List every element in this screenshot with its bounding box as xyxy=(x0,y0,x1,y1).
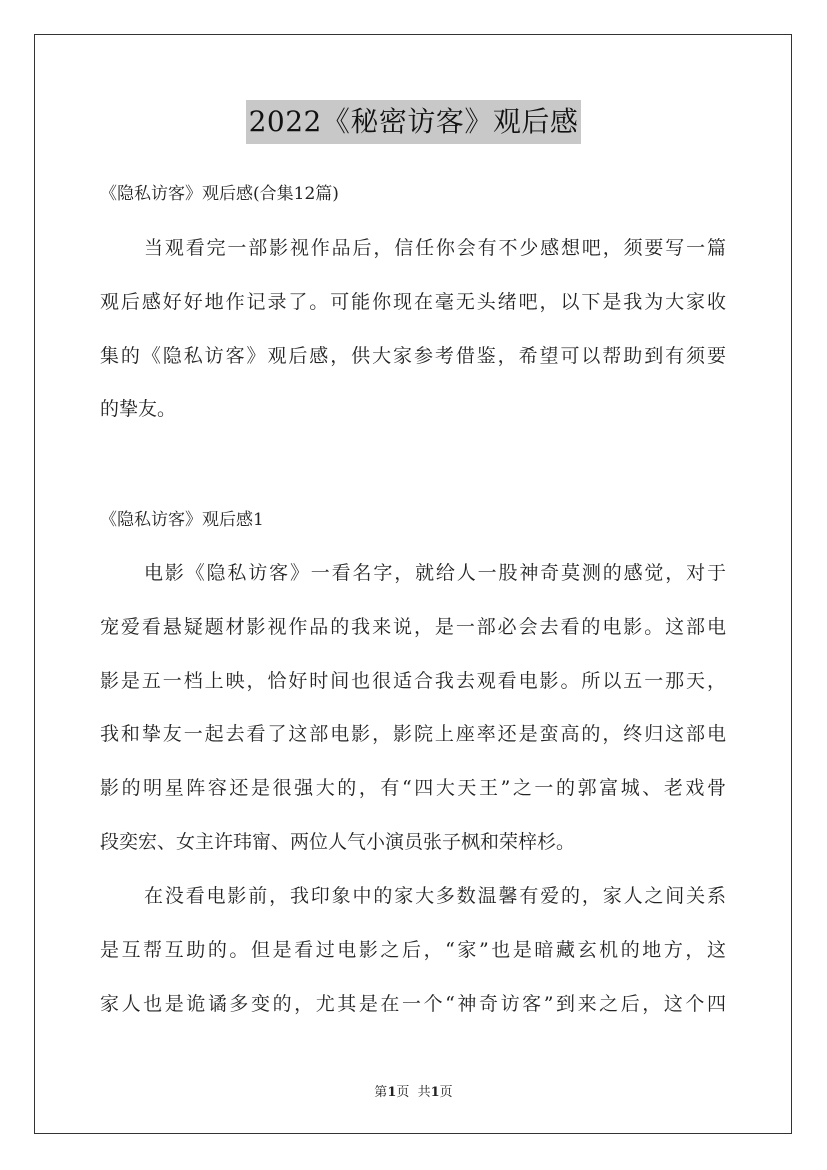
document-subtitle: 《隐私访客》观后感(合集12篇) xyxy=(100,184,339,204)
intro-line: 集的《隐私访客》观后感，供大家参考借鉴，希望可以帮助到有须要 xyxy=(100,345,726,367)
paragraph-line: 宠爱看悬疑题材影视作品的我来说，是一部必会去看的电影。这部电 xyxy=(100,616,726,638)
footer-page-current: 1 xyxy=(387,1085,397,1100)
paragraph-line: 是互帮互助的。但是看过电影之后，“家”也是暗藏玄机的地方，这 xyxy=(100,939,726,961)
paragraph-line: 段奕宏、女主许玮甯、两位人气小演员张子枫和荣梓杉。 xyxy=(100,831,576,853)
document-title: 2022《秘密访客》观后感 xyxy=(246,100,582,144)
footer-page-suffix: 页 xyxy=(439,1085,453,1100)
page-footer xyxy=(0,1084,827,1102)
section-heading: 《隐私访客》观后感1 xyxy=(100,510,264,530)
paragraph-line: 在没看电影前，我印象中的家大多数温馨有爱的，家人之间关系 xyxy=(144,885,726,907)
intro-line: 观后感好好地作记录了。可能你现在毫无头绪吧，以下是我为大家收 xyxy=(100,291,726,313)
footer-page-total: 1 xyxy=(430,1085,440,1100)
paragraph-line: 影是五一档上映，恰好时间也很适合我去观看电影。所以五一那天， xyxy=(100,670,726,692)
paragraph-line: 我和挚友一起去看了这部电影，影院上座率还是蛮高的，终归这部电 xyxy=(100,723,726,745)
intro-line: 当观看完一部影视作品后，信任你会有不少感想吧，须要写一篇 xyxy=(144,237,726,259)
intro-line: 的挚友。 xyxy=(100,398,177,420)
paragraph-line: 影的明星阵容还是很强大的，有“四大天王”之一的郭富城、老戏骨 xyxy=(100,777,726,799)
paragraph-line: 电影《隐私访客》一看名字，就给人一股神奇莫测的感觉，对于 xyxy=(144,562,726,584)
footer-page-prefix: 第 xyxy=(374,1085,388,1100)
footer-page-mid: 页 共 xyxy=(396,1085,431,1100)
title-container xyxy=(0,100,827,144)
paragraph-line: 家人也是诡谲多变的，尤其是在一个“神奇访客”到来之后，这个四 xyxy=(100,993,726,1015)
